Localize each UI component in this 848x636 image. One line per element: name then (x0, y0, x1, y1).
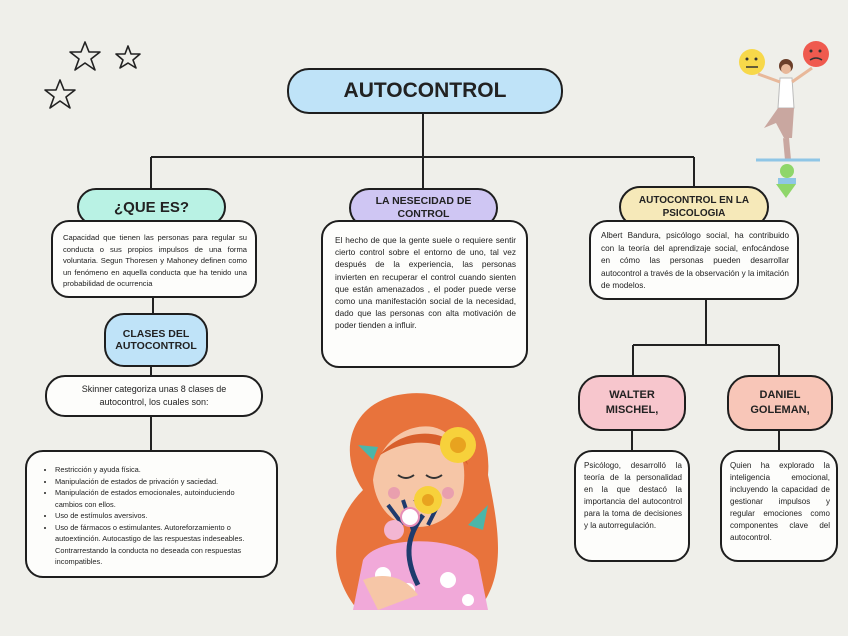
title-node (287, 68, 563, 114)
clases-list-item: • Manipulación de estados de privación y saciedad. (55, 476, 264, 488)
page-title: AUTOCONTROL (343, 79, 507, 102)
clases-node (104, 313, 208, 367)
que-es-heading: ¿QUE ES? (113, 198, 189, 216)
star-icon (70, 42, 100, 70)
nesecidad-text: El hecho de que la gente suele o requiere sentir cierto control sobre el entorno de uno, tal vez después de la experiencia, las personas invierten en recuperar el control cuando sienten que están amenazados , el poder puede verse como una manifestación social de la necesidad, dado que las personas con alta motivación de poder tienden a influir. (335, 235, 516, 331)
clases-list-box (25, 450, 278, 578)
que-es-box (51, 220, 257, 298)
stars-decoration (40, 36, 150, 116)
clases-list-item: • Manipulación de estados emocionales, autoinduciendo cambios con ellos. (55, 487, 264, 510)
clases-heading: CLASES DEL AUTOCONTROL (115, 328, 197, 352)
balancing-person-illustration (736, 38, 832, 208)
psicologia-text: Albert Bandura, psicólogo social, ha contribuido con la teoría del aprendizaje social, enfocándose en cómo las personas pueden desarrollar autocontrol a través de la observación y la imitación de modelos. (601, 231, 789, 290)
clases-intro-box (45, 375, 263, 417)
psicologia-heading: AUTOCONTROL EN LA PSICOLOGIA (638, 195, 750, 219)
nesecidad-box (321, 220, 528, 368)
girl-with-flowers-illustration (318, 385, 518, 615)
star-icon (116, 46, 140, 68)
walter-text: Psicólogo, desarrolló la teoría de la personalidad en la que destacó la importancia del autocontrol para la toma de decisiones y la autorregulación. (584, 461, 682, 530)
daniel-node (727, 375, 833, 431)
clases-list-item: • Uso de estímulos aversivos. (55, 510, 264, 522)
psicologia-box (589, 220, 799, 300)
star-icon (45, 80, 75, 108)
clases-list (41, 464, 264, 568)
walter-heading: WALTER MISCHEL, (605, 389, 659, 416)
daniel-box (720, 450, 838, 562)
clases-list-item: • Uso de fármacos o estimulantes. Autoreforzamiento o autoextinción. Autocastigo de las respuestas indeseables. Contrarrestando la conducta no deseada con respuestas incompatibles. (55, 522, 264, 568)
que-es-text: Capacidad que tienen las personas para regular su conducta o sus propios impulsos de una forma voluntaria. Segun Thoresen y Mahoney definen como un fenómeno en aquella conducta que ha tenido una probabilidad de ocurrencia (63, 233, 247, 288)
nesecidad-heading: LA NESECIDAD DE CONTROL (375, 195, 472, 220)
walter-box (574, 450, 690, 562)
clases-list-item: • Restricción y ayuda física. (55, 464, 264, 476)
walter-node (578, 375, 686, 431)
clases-intro-text: Skinner categoriza unas 8 clases de autocontrol, los cuales son: (81, 384, 227, 407)
daniel-text: Quien ha explorado la inteligencia emocional, incluyendo la capacidad de gestionar impulsos y regular emociones como componentes clave del autocontrol. (730, 461, 830, 542)
daniel-heading: DANIEL GOLEMAN, (750, 389, 810, 416)
